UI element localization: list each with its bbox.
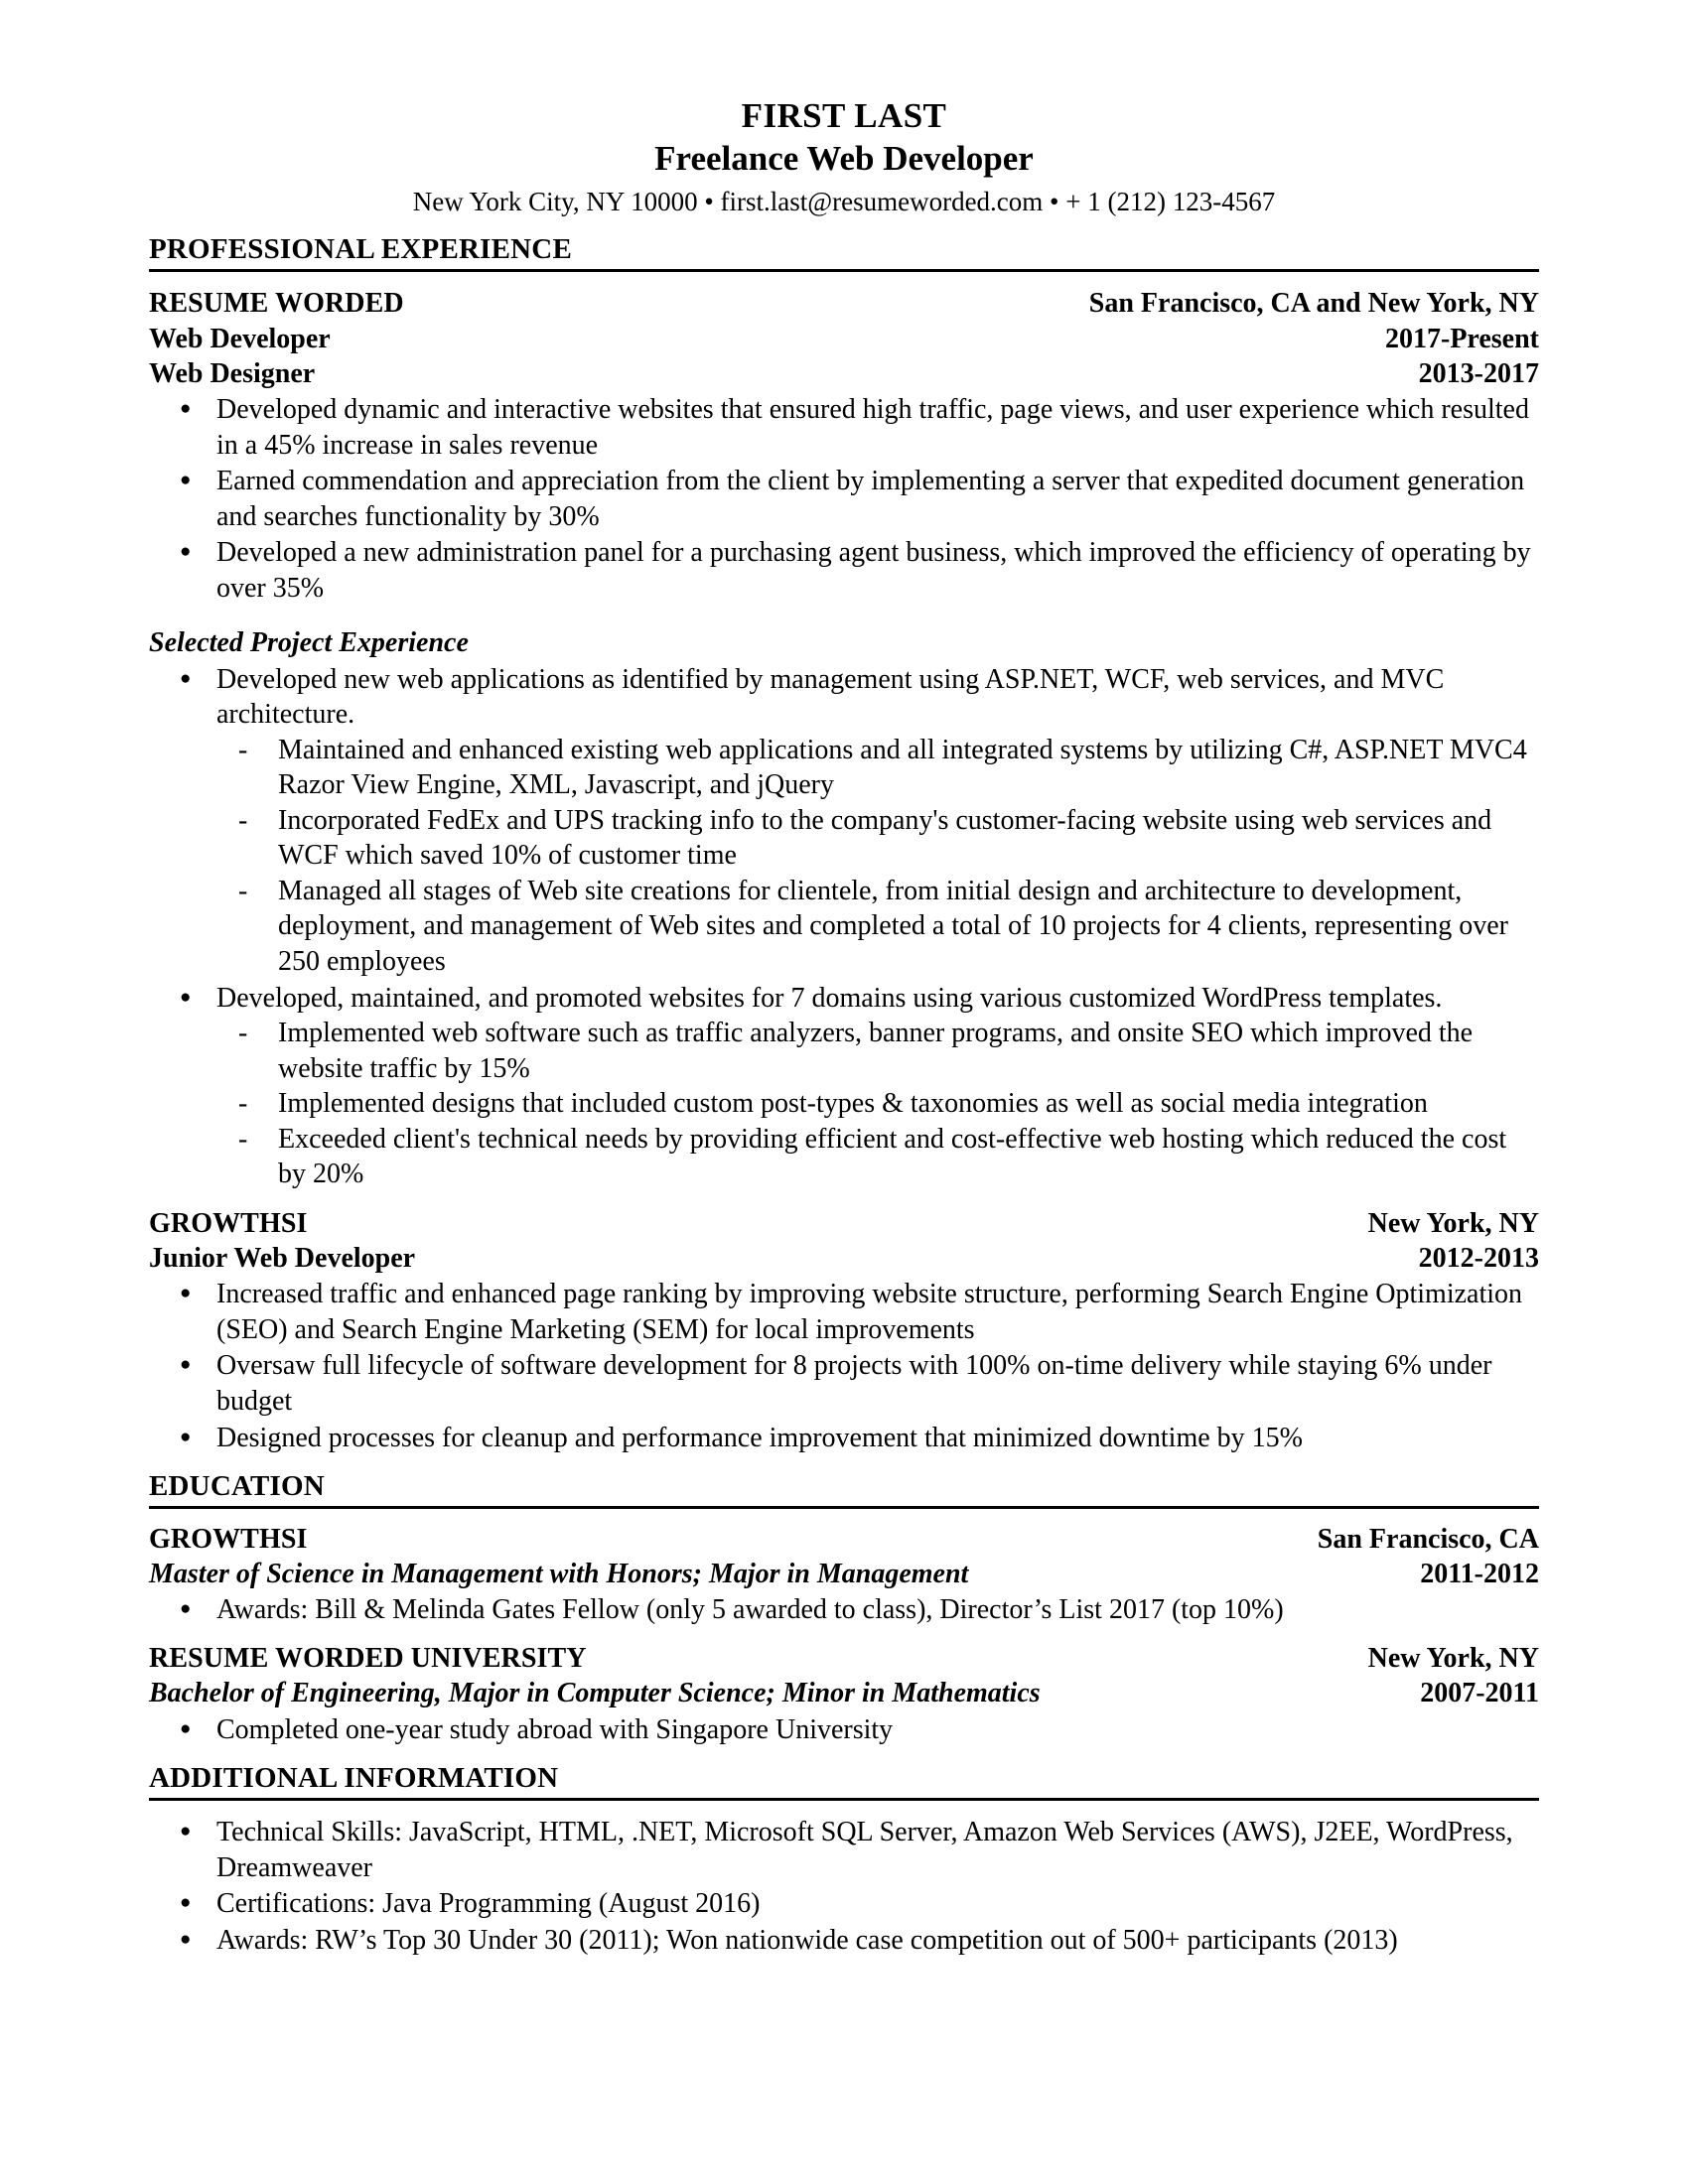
list-item: ● Awards: Bill & Melinda Gates Fellow (only 5 awarded to class), Director’s List 2017 (top 10%) (149, 1592, 1539, 1628)
education-entry (149, 1522, 1539, 1628)
employer-location: New York, NY (1367, 1207, 1539, 1239)
role-dates: 2013-2017 (1418, 357, 1539, 389)
list-item-text: Developed, maintained, and promoted websites for 7 domains using various customized WordPress templates. (216, 982, 1443, 1014)
entry-header-row (149, 1206, 1539, 1241)
employer-location: San Francisco, CA and New York, NY (1088, 288, 1539, 320)
list-item: ● Designed processes for cleanup and performance improvement that minimized downtime by 15% (149, 1421, 1539, 1456)
list-item: ● Oversaw full lifecycle of software development for 8 projects with 100% on-time delivery while staying 6% under budget (149, 1348, 1539, 1419)
degree-row (149, 1557, 1539, 1591)
school-name: GROWTHSI (149, 1523, 308, 1555)
role-row (149, 1241, 1539, 1276)
school-name: RESUME WORDED UNIVERSITY (149, 1643, 587, 1675)
section-heading-additional: ADDITIONAL INFORMATION (149, 1763, 1539, 1801)
education-bullet-list (149, 1592, 1539, 1628)
role-title: Web Designer (149, 357, 316, 389)
role-title: Junior Web Developer (149, 1243, 416, 1275)
entry-header-row (149, 286, 1539, 321)
role-dates: 2012-2013 (1418, 1243, 1539, 1275)
list-item: ● Increased traffic and enhanced page ranking by improving website structure, performing Search Engine Optimization (SEO) and Search Engine Marketing (SEM) for local improvements (149, 1277, 1539, 1347)
sub-list-item: - Implemented web software such as traffic analyzers, banner programs, and onsite SEO which improved the website traffic by 15% (216, 1016, 1539, 1086)
degree-row (149, 1676, 1539, 1710)
additional-bullet-list (149, 1815, 1539, 1958)
role-row (149, 322, 1539, 356)
selected-projects-list (149, 662, 1539, 1192)
section-heading-education: EDUCATION (149, 1471, 1539, 1509)
list-item: ● Completed one-year study abroad with Singapore University (149, 1712, 1539, 1748)
experience-bullet-list (149, 392, 1539, 606)
experience-entry (149, 1206, 1539, 1455)
candidate-job-title: Freelance Web Developer (654, 139, 1034, 179)
candidate-contact-line: New York City, NY 10000 • first.last@resumeworded.com • + 1 (212) 123-4567 (412, 186, 1276, 216)
sub-bullet-list (216, 733, 1539, 980)
list-item (149, 662, 1539, 980)
subsection-heading-selected-projects: Selected Project Experience (149, 627, 469, 659)
school-location: New York, NY (1367, 1643, 1539, 1675)
list-item: ● Earned commendation and appreciation from the client by implementing a server that expedited document generation and searches functionality by 30% (149, 464, 1539, 534)
sub-list-item: - Maintained and enhanced existing web applications and all integrated systems by utilizing C#, ASP.NET MVC4 Razor View Engine, XML, Javascript, and jQuery (216, 733, 1539, 803)
entry-header-row (149, 1641, 1539, 1676)
entry-header-row (149, 1522, 1539, 1557)
list-item: ● Technical Skills: JavaScript, HTML, .NET, Microsoft SQL Server, Amazon Web Services (AWS), J2EE, WordPress, Dreamweaver (149, 1815, 1539, 1885)
experience-entry (149, 286, 1539, 1192)
education-entry (149, 1641, 1539, 1747)
list-item (149, 981, 1539, 1192)
degree-title: Master of Science in Management with Honors; Major in Management (149, 1559, 969, 1590)
section-professional-experience (149, 234, 1539, 1455)
list-item: ● Certifications: Java Programming (August 2016) (149, 1886, 1539, 1922)
school-location: San Francisco, CA (1317, 1523, 1539, 1555)
role-title: Web Developer (149, 323, 331, 354)
section-heading-experience: PROFESSIONAL EXPERIENCE (149, 234, 1539, 272)
resume-header (149, 95, 1539, 218)
section-additional-information (149, 1763, 1539, 1958)
education-bullet-list (149, 1712, 1539, 1748)
list-item: ● Developed dynamic and interactive websites that ensured high traffic, page views, and user experience which resulted in a 45% increase in sales revenue (149, 392, 1539, 463)
sub-list-item: - Incorporated FedEx and UPS tracking info to the company's customer-facing website using web services and WCF which saved 10% of customer time (216, 803, 1539, 874)
section-education (149, 1471, 1539, 1747)
additional-entry (149, 1815, 1539, 1958)
sub-list-item: - Exceeded client's technical needs by providing efficient and cost-effective web hosting which reduced the cost by 20% (216, 1122, 1539, 1192)
degree-dates: 2007-2011 (1420, 1678, 1539, 1709)
list-item: ● Awards: RW’s Top 30 Under 30 (2011); Won nationwide case competition out of 500+ participants (2013) (149, 1923, 1539, 1959)
employer-name: GROWTHSI (149, 1207, 308, 1239)
degree-dates: 2011-2012 (1420, 1559, 1539, 1590)
experience-bullet-list (149, 1277, 1539, 1455)
role-row (149, 356, 1539, 391)
sub-list-item: - Implemented designs that included custom post-types & taxonomies as well as social media integration (216, 1086, 1539, 1122)
degree-title: Bachelor of Engineering, Major in Computer Science; Minor in Mathematics (149, 1678, 1041, 1709)
list-item-text: Developed new web applications as identified by management using ASP.NET, WCF, web services, and MVC architecture. (216, 663, 1445, 731)
sub-list-item: - Managed all stages of Web site creations for clientele, from initial design and architecture to development, deployment, and management of Web sites and completed a total of 10 projects for 4 clients, representing over 250 employees (216, 874, 1539, 980)
role-dates: 2017-Present (1385, 323, 1539, 354)
list-item: ● Developed a new administration panel for a purchasing agent business, which improved the efficiency of operating by over 35% (149, 535, 1539, 606)
candidate-name: FIRST LAST (741, 96, 947, 135)
employer-name: RESUME WORDED (149, 288, 404, 320)
sub-bullet-list (216, 1016, 1539, 1192)
